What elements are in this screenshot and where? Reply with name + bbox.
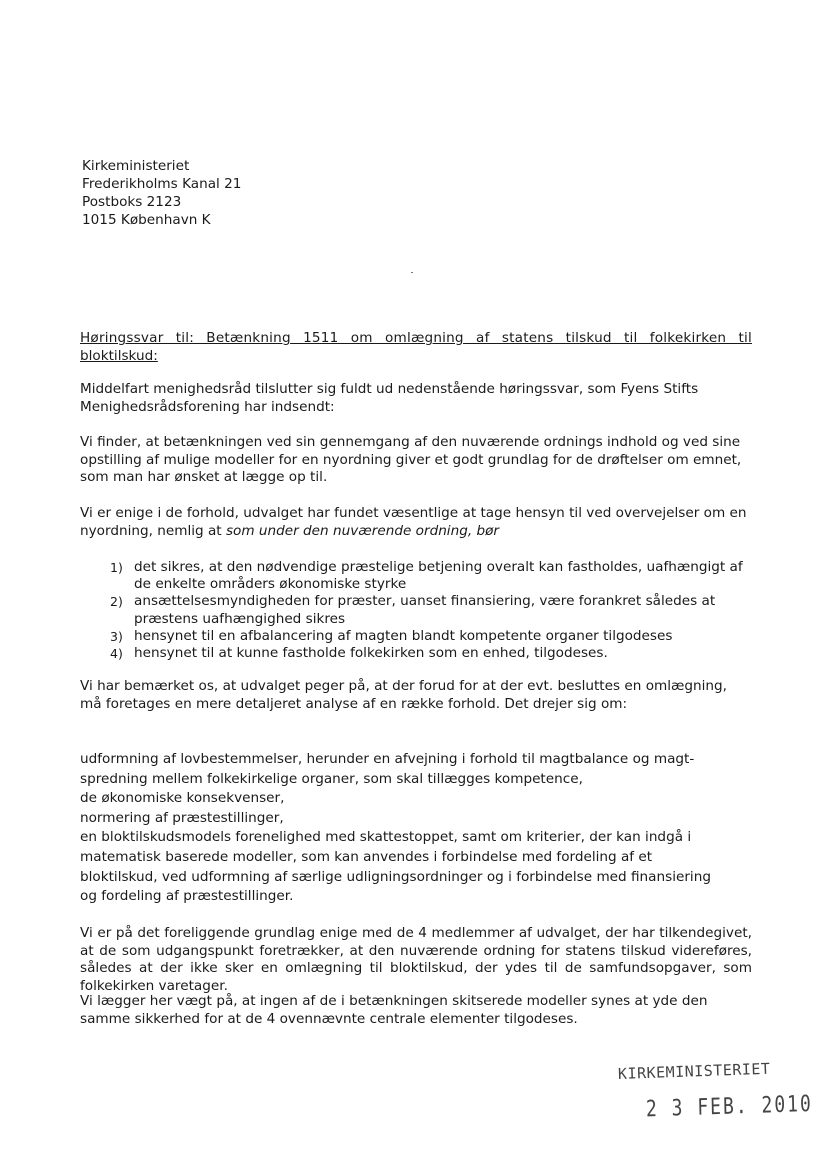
- paragraph-intro: Middelfart menighedsråd tilslutter sig fuldt ud nedenstående høringssvar, som Fyens Stifts Menighedsrådsforening har indsendt:: [80, 381, 699, 415]
- list-number: 2): [110, 594, 123, 610]
- scan-speck: [411, 272, 413, 273]
- stamp-organization: KIRKEMINISTERIET: [617, 1059, 771, 1083]
- list-item: [110, 628, 750, 645]
- details-line: normering af præstestillinger,: [80, 809, 284, 826]
- received-stamp: [617, 1059, 814, 1123]
- list-item: [110, 645, 750, 662]
- recipient-address: [82, 157, 241, 229]
- list-text: hensynet til at kunne fastholde folkekirken som en enhed, tilgodeses.: [134, 645, 608, 662]
- stamp-date: 2 3 FEB. 2010: [645, 1090, 814, 1123]
- list-text: hensynet til en afbalancering af magten blandt kompetente organer tilgodeses: [134, 627, 673, 644]
- paragraph-emphasis: Vi lægger her vægt på, at ingen af de i betænkningen skitserede modeller synes at yde den samme sikkerhed for at de 4 ovennævnte centrale elementer tilgodeses.: [80, 993, 708, 1027]
- address-line: Kirkeministeriet: [82, 158, 190, 174]
- paragraph-agreement: [80, 505, 752, 540]
- paragraph-agreement-italic: som under den nuværende ordning, bør: [225, 522, 500, 539]
- details-line: spredning mellem folkekirkelige organer, som skal tillægges kompetence,: [80, 770, 583, 787]
- details-line: og fordeling af præstestillinger.: [80, 888, 294, 905]
- address-line: Frederikholms Kanal 21: [82, 176, 242, 192]
- list-text: ansættelsesmyndigheden for præster, uanset finansiering, være forankret således at præstens uafhængighed sikres: [134, 593, 716, 627]
- address-line: 1015 København K: [82, 212, 211, 228]
- address-line: Postboks 2123: [82, 194, 182, 210]
- details-line: udformning af lovbestemmelser, herunder en afvejning i forhold til magtbalance og magt-: [80, 751, 695, 767]
- paragraph-assessment: Vi finder, at betænkningen ved sin gennemgang af den nuværende ordnings indhold og ved sine opstilling af mulige modeller for en nyordning giver et godt grundlag for de drøftelser om emnet, som man har ønsket at lægge op til.: [80, 434, 742, 485]
- list-number: 4): [110, 646, 123, 662]
- subject-line-2: bloktilskud:: [80, 347, 158, 364]
- paragraph-agreement-text: Vi er enige i de forhold, udvalget har fundet væsentlige at tage hensyn til ved overvejelser om en nyordning, nemlig at: [80, 505, 747, 539]
- subject-line: [80, 330, 752, 365]
- details-line: en bloktilskudsmodels forenelighed med skattestoppet, samt om kriterier, der kan indgå i: [80, 829, 692, 846]
- paragraph-position: Vi er på det foreliggende grundlag enige med de 4 medlemmer af udvalget, der har tilkendegivet, at de som udgangspunkt foretrækker, at den nuværende ordning for statens tilskud videreføres, således at der ikke sker en omlægning til bloktilskud, der ydes til de samfundsopgaver, som folkekirken varetager.: [80, 925, 752, 994]
- subject-line-1: Høringssvar til: Betænkning 1511 om omlægning af statens tilskud til folkekirken til: [80, 330, 752, 346]
- list-item: [110, 593, 750, 627]
- details-line: matematisk baserede modeller, som kan anvendes i forbindelse med fordeling af et: [80, 848, 653, 865]
- list-item: [110, 559, 750, 593]
- list-number: 1): [110, 560, 123, 575]
- details-line: bloktilskud, ved udformning af særlige udligningsordninger og i forbindelse med finansiering: [80, 868, 711, 885]
- list-text: det sikres, at den nødvendige præstelige betjening overalt kan fastholdes, uafhængigt af de enkelte områders økonomiske styrke: [134, 559, 743, 593]
- numbered-list: [110, 559, 750, 662]
- list-number: 3): [110, 628, 123, 644]
- details-line: de økonomiske konsekvenser,: [80, 790, 285, 807]
- details-list: [80, 750, 752, 907]
- paragraph-analysis: Vi har bemærket os, at udvalget peger på, at der forud for at der evt. besluttes en omlægning, må foretages en mere detaljeret analyse af en række forhold. Det drejer sig om:: [80, 678, 727, 712]
